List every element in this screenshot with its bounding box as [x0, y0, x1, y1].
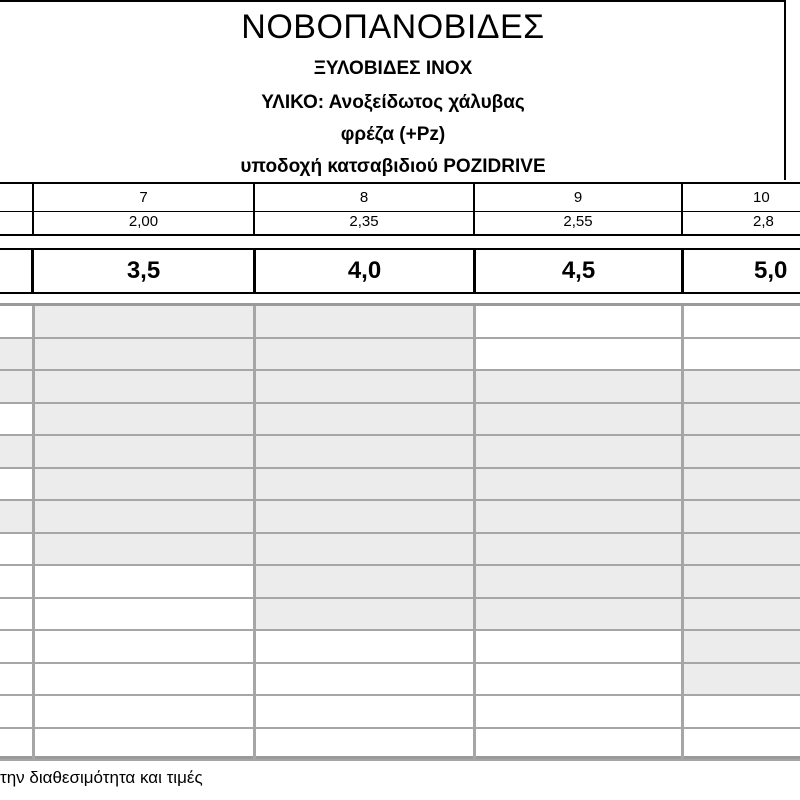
grid-cell-filled [32, 371, 253, 402]
grid-cell-filled [473, 404, 681, 435]
grid-cell-filled [0, 371, 32, 402]
grid-cell-filled [0, 339, 32, 370]
grid-cell-empty [32, 631, 253, 662]
product-type: ΞΥΛΟΒΙΔΕΣ INOX [313, 58, 473, 79]
grid-cell-filled [32, 404, 253, 435]
diameter-row [0, 209, 800, 236]
grid-cell-empty [0, 696, 32, 727]
grid-cell-filled [473, 566, 681, 597]
grid-row [0, 306, 800, 339]
size-cell: 7 [32, 184, 253, 211]
grid-cell-empty [681, 696, 800, 727]
grid-cell-empty [253, 664, 473, 695]
grid-cell-empty [0, 631, 32, 662]
grid-cell-filled [681, 501, 800, 532]
grid-row [0, 501, 800, 534]
size-row [0, 182, 800, 212]
thread-size-cell: 5,0 [681, 250, 800, 292]
grid-cell-filled [681, 599, 800, 630]
grid-cell-filled [253, 339, 473, 370]
grid-cell-filled [253, 566, 473, 597]
grid-row [0, 664, 800, 697]
grid-cell-empty [253, 729, 473, 760]
grid-cell-filled [0, 436, 32, 467]
grid-cell-filled [253, 534, 473, 565]
grid-row [0, 469, 800, 502]
grid-cell-empty [0, 306, 32, 337]
grid-cell-empty [32, 599, 253, 630]
size-cell: 8 [253, 184, 473, 211]
grid-cell-empty [0, 534, 32, 565]
grid-cell-empty [0, 599, 32, 630]
diameter-cell: 2,8 [681, 209, 800, 234]
grid-cell-empty [473, 306, 681, 337]
grid-cell-filled [32, 339, 253, 370]
grid-cell-filled [0, 501, 32, 532]
grid-cell-filled [253, 469, 473, 500]
grid-cell-filled [681, 436, 800, 467]
availability-grid [0, 303, 800, 759]
grid-cell-empty [473, 729, 681, 760]
grid-cell-filled [253, 501, 473, 532]
grid-cell-filled [253, 404, 473, 435]
grid-row [0, 339, 800, 372]
grid-cell-empty [473, 696, 681, 727]
footer-note: την διαθεσιμότητα και τιμές [0, 768, 203, 787]
grid-row [0, 696, 800, 729]
grid-cell-filled [681, 404, 800, 435]
grid-cell-filled [253, 306, 473, 337]
diameter-cell: 2,00 [32, 209, 253, 234]
grid-cell-empty [473, 664, 681, 695]
grid-cell-filled [32, 436, 253, 467]
grid-cell-filled [473, 436, 681, 467]
grid-cell-empty [681, 729, 800, 760]
grid-cell-filled [681, 566, 800, 597]
catalog-title: ΝΟΒΟΠΑΝΟΒΙΔΕΣ [241, 8, 545, 46]
grid-cell-filled [32, 306, 253, 337]
grid-cell-empty [32, 729, 253, 760]
grid-cell-filled [253, 436, 473, 467]
grid-cell-empty [253, 696, 473, 727]
grid-cell-filled [473, 371, 681, 402]
grid-cell-filled [473, 501, 681, 532]
grid-cell-empty [32, 566, 253, 597]
grid-cell-empty [0, 729, 32, 760]
title-box [0, 0, 786, 180]
drive-type-line: υποδοχή κατσαβιδιού POZIDRIVE [240, 156, 546, 177]
grid-cell-empty [0, 664, 32, 695]
grid-row [0, 371, 800, 404]
grid-cell-empty [32, 696, 253, 727]
grid-cell-filled [32, 469, 253, 500]
thread-size-cell: 4,0 [253, 250, 473, 292]
grid-cell-filled [681, 664, 800, 695]
diameter-cell: 2,35 [253, 209, 473, 234]
grid-cell-empty [0, 469, 32, 500]
grid-row [0, 534, 800, 567]
grid-cell-filled [681, 469, 800, 500]
grid-cell-filled [681, 371, 800, 402]
grid-row [0, 436, 800, 469]
grid-row [0, 566, 800, 599]
grid-cell-empty [32, 664, 253, 695]
thread-size-cell: 4,5 [473, 250, 681, 292]
grid-cell-filled [32, 501, 253, 532]
grid-cell-empty [0, 404, 32, 435]
thread-size-row [0, 248, 800, 294]
grid-cell-empty [473, 631, 681, 662]
grid-row [0, 599, 800, 632]
diameter-cell: 2,55 [473, 209, 681, 234]
grid-cell-empty [473, 339, 681, 370]
grid-cell-filled [253, 599, 473, 630]
grid-row [0, 729, 800, 762]
size-cell: 10 [681, 184, 800, 211]
material-line: ΥΛΙΚΟ: Ανοξείδωτος χάλυβας [261, 92, 525, 113]
grid-row [0, 404, 800, 437]
grid-cell-filled [473, 599, 681, 630]
grid-cell-empty [0, 566, 32, 597]
grid-cell-filled [473, 534, 681, 565]
grid-cell-filled [681, 631, 800, 662]
grid-cell-filled [253, 371, 473, 402]
grid-cell-empty [253, 631, 473, 662]
head-type-line: φρέζα (+Pz) [340, 124, 446, 145]
grid-cell-empty [681, 306, 800, 337]
thread-size-cell: 3,5 [31, 250, 253, 292]
grid-cell-empty [681, 339, 800, 370]
grid-row [0, 631, 800, 664]
grid-cell-filled [473, 469, 681, 500]
size-cell: 9 [473, 184, 681, 211]
grid-cell-filled [32, 534, 253, 565]
grid-cell-filled [681, 534, 800, 565]
